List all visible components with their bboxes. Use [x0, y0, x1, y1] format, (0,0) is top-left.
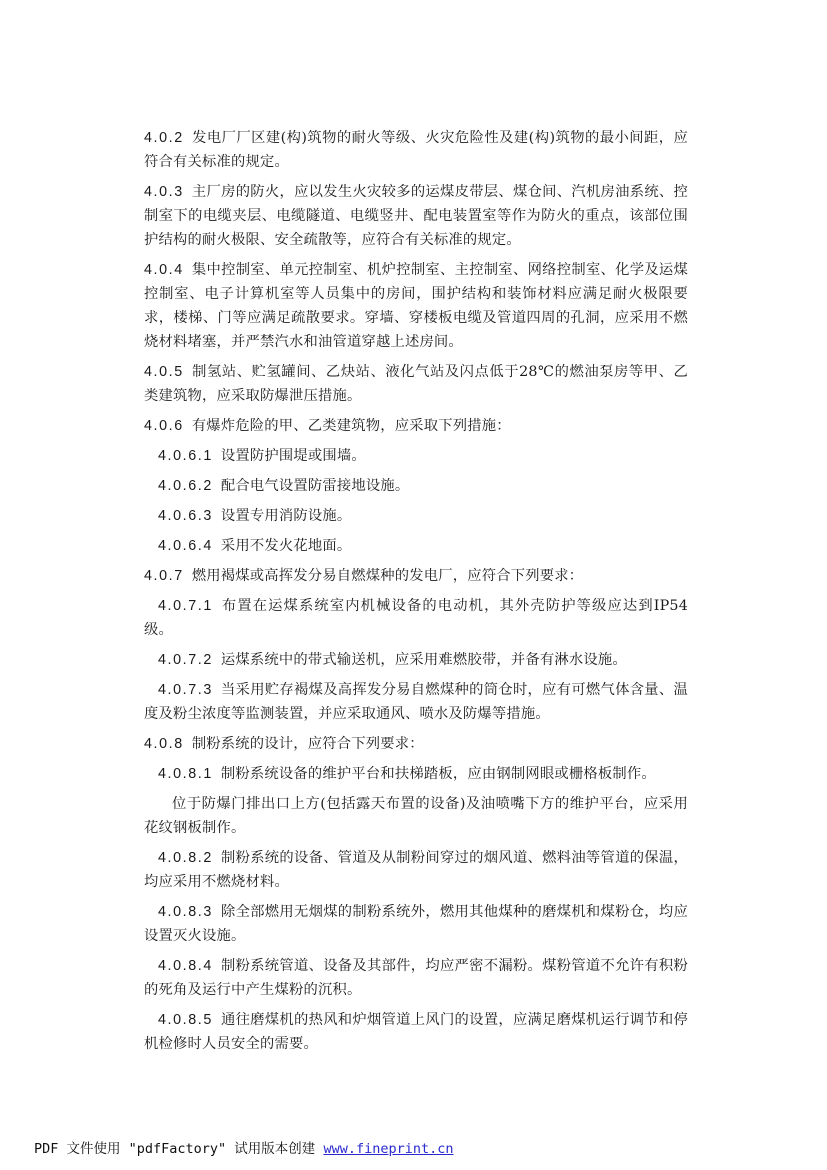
- clause-number: 4.0.7.3: [158, 682, 213, 698]
- clause-text: 制粉系统的设备、管道及从制粉间穿过的烟风道、燃料油等管道的保温，均应采用不燃烧材料。: [144, 850, 688, 890]
- clause-number: 4.0.2: [144, 130, 184, 146]
- clause-text: 运煤系统中的带式输送机，应采用难燃胶带，并备有淋水设施。: [220, 652, 627, 668]
- clause-4-0-5: [144, 360, 688, 408]
- clause-text: 主厂房的防火，应以发生火灾较多的运煤皮带层、煤仓间、汽机房油系统、控制室下的电缆夹层、电缆隧道、电缆竖井、配电装置室等作为防火的重点，该部位围护结构的耐火极限、安全疏散等，应符合有关标准的规定。: [144, 184, 688, 248]
- clause-4-0-8-4: [144, 954, 688, 1002]
- clause-4-0-6-3: [144, 504, 688, 528]
- clause-number: 4.0.6: [144, 418, 184, 434]
- clause-4-0-3: [144, 180, 688, 252]
- clause-number: 4.0.7.2: [158, 652, 213, 668]
- clause-text: 集中控制室、单元控制室、机炉控制室、主控制室、网络控制室、化学及运煤控制室、电子计算机室等人员集中的房间，围护结构和装饰材料应满足耐火极限要求，楼梯、门等应满足疏散要求。穿墙、穿楼板电缆及管道四周的孔洞，应采用不燃烧材料堵塞，并严禁汽水和油管道穿越上述房间。: [144, 262, 688, 350]
- clause-text: 通往磨煤机的热风和炉烟管道上风门的设置，应满足磨煤机运行调节和停机检修时人员安全的需要。: [144, 1012, 688, 1052]
- clause-4-0-7-2: [144, 648, 688, 672]
- clause-4-0-8-1: [144, 762, 688, 786]
- clause-number: 4.0.6.3: [158, 508, 213, 524]
- clause-4-0-7-1: [144, 594, 688, 642]
- clause-text: 采用不发火花地面。: [220, 538, 352, 554]
- clause-number: 4.0.8: [144, 736, 184, 752]
- clause-number: 4.0.7: [144, 568, 184, 584]
- clause-text: 配合电气设置防雷接地设施。: [220, 478, 410, 494]
- clause-4-0-6: [144, 414, 688, 438]
- clause-number: 4.0.8.4: [158, 958, 213, 974]
- clause-4-0-8-3: [144, 900, 688, 948]
- clause-number: 4.0.4: [144, 262, 184, 278]
- clause-text: 设置专用消防设施。: [220, 508, 352, 524]
- clause-text: 制粉系统管道、设备及其部件，均应严密不漏粉。煤粉管道不允许有积粉的死角及运行中产生煤粉的沉积。: [144, 958, 688, 998]
- clause-4-0-2: [144, 126, 688, 174]
- clause-number: 4.0.8.2: [158, 850, 213, 866]
- clause-number: 4.0.6.1: [158, 448, 213, 464]
- clause-text: 位于防爆门排出口上方(包括露天布置的设备)及油喷嘴下方的维护平台，应采用花纹钢板制作。: [144, 796, 688, 836]
- clause-number: 4.0.6.2: [158, 478, 213, 494]
- clause-text: 设置防护围堤或围墙。: [220, 448, 366, 464]
- clause-text: 制粉系统设备的维护平台和扶梯踏板，应由钢制网眼或栅格板制作。: [220, 766, 656, 782]
- clause-text: 制氢站、贮氢罐间、乙炔站、液化气站及闪点低于28℃的燃油泵房等甲、乙类建筑物，应采取防爆泄压措施。: [144, 364, 688, 404]
- clause-text: 布置在运煤系统室内机械设备的电动机，其外壳防护等级应达到IP54级。: [144, 598, 688, 638]
- clause-text: 当采用贮存褐煤及高挥发分易自燃煤种的筒仓时，应有可燃气体含量、温度及粉尘浓度等监测装置，并应采取通风、喷水及防爆等措施。: [144, 682, 688, 722]
- clause-number: 4.0.7.1: [158, 598, 213, 614]
- clause-number: 4.0.8.1: [158, 766, 213, 782]
- clause-number: 4.0.8.5: [158, 1012, 213, 1028]
- clause-number: 4.0.5: [144, 364, 184, 380]
- clause-4-0-6-2: [144, 474, 688, 498]
- clause-4-0-6-4: [144, 534, 688, 558]
- clause-4-0-6-1: [144, 444, 688, 468]
- clause-text: 发电厂厂区建(构)筑物的耐火等级、火灾危险性及建(构)筑物的最小间距，应符合有关标准的规定。: [144, 130, 688, 170]
- clause-text: 有爆炸危险的甲、乙类建筑物，应采取下列措施：: [191, 418, 511, 434]
- pdf-watermark-footer: [34, 1137, 453, 1157]
- clause-4-0-8-2: [144, 846, 688, 894]
- clause-4-0-4: [144, 258, 688, 354]
- clause-text: 燃用褐煤或高挥发分易自燃煤种的发电厂，应符合下列要求：: [191, 568, 584, 584]
- clause-number: 4.0.6.4: [158, 538, 213, 554]
- clause-text: 除全部燃用无烟煤的制粉系统外，燃用其他煤种的磨煤机和煤粉仓，均应设置灭火设施。: [144, 904, 688, 944]
- clause-4-0-8: [144, 732, 688, 756]
- footer-text: PDF 文件使用 "pdfFactory" 试用版本创建: [34, 1141, 324, 1157]
- clause-4-0-7-3: [144, 678, 688, 726]
- clause-4-0-8-1-continued: [144, 792, 688, 840]
- clause-number: 4.0.8.3: [158, 904, 213, 920]
- document-body: [144, 126, 688, 1062]
- clause-4-0-7: [144, 564, 688, 588]
- clause-4-0-8-5: [144, 1008, 688, 1056]
- footer-link[interactable]: www.fineprint.cn: [323, 1141, 454, 1157]
- clause-number: 4.0.3: [144, 184, 184, 200]
- clause-text: 制粉系统的设计，应符合下列要求：: [191, 736, 424, 752]
